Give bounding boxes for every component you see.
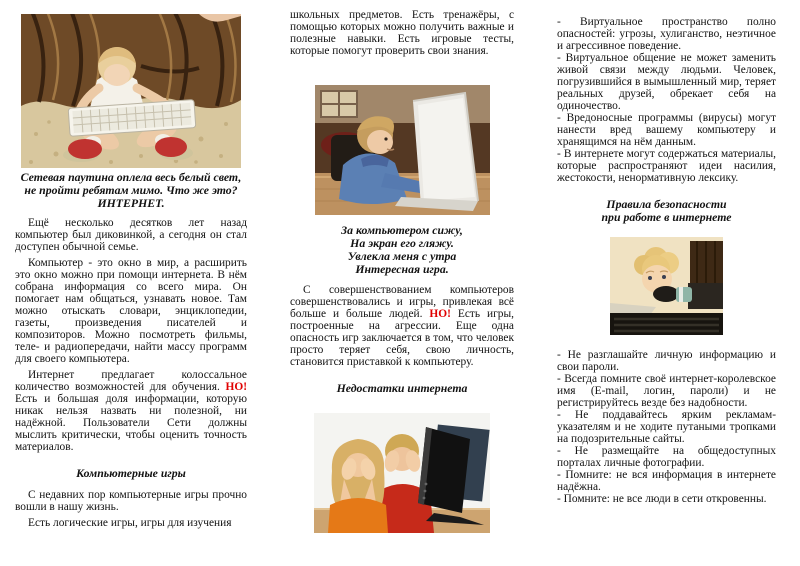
paragraph-school-subjects: школьных предметов. Есть тренажёры, с помощью которых можно получить важные и полезные навыки. Есть игровые тесты, которые помогут проверить свои знания. (290, 9, 514, 57)
photo-baby-with-keyboard (21, 14, 241, 168)
poem-line: Увлекла меня с утра (347, 249, 457, 263)
photo-children-covering-faces-art (314, 413, 490, 533)
photo-boy-at-laptop-art (315, 85, 490, 215)
paragraph-games-danger (290, 284, 514, 368)
heading-safety-rules-line2: при работе в интернете (601, 210, 732, 224)
poem-caption (290, 224, 514, 276)
risk-item: - Виртуальное пространство полно опасностей: угрозы, хулиганство, неэтичное и агрессивное поведение. (557, 16, 776, 52)
internet-risks-list (557, 16, 776, 184)
heading-safety-rules-line1: Правила безопасности (606, 197, 727, 211)
brochure-panel-left (15, 0, 247, 533)
brochure-panel-middle (290, 0, 514, 533)
brochure-title-internet: ИНТЕРНЕТ. (97, 196, 165, 210)
paragraph-games-intro: С недавних пор компьютерные игры прочно вошли в нашу жизнь. (15, 489, 247, 513)
heading-internet-drawbacks: Недостатки интернета (336, 381, 468, 395)
rule-item: - Помните: не вся информация в интернете надёжна. (557, 469, 776, 493)
paragraph-internet-learning (15, 369, 247, 453)
paragraph-computer-window: Компьютер - это окно в мир, а расширить это окно можно при помощи интернета. В нём собрана информация со всего мира. Он помогает нам общаться, узнавать новое. Там можно отыскать словари, энциклопедии, газеты, произведения писателей и композиторов. Можно посмотреть фильмы, теле- и радиопередачи, найти массу программ для своего компьютера. (15, 257, 247, 365)
paragraph-text-before: С совершенствованием компьютеров совершенствовались и игры, привлекая всё больше и больше людей. (290, 284, 514, 320)
safety-rules-list (557, 349, 776, 505)
heading-safety-rules (557, 198, 776, 224)
brochure-panel-right (557, 0, 776, 505)
rule-item: - Не поддавайтесь ярким рекламам-указателям и не ходите путаными тропками на подозрительные сайты. (557, 409, 776, 445)
photo-toddler-at-computer (610, 237, 723, 335)
paragraph-text-after: Есть игры, построенные на агрессии. Еще одна опасность игр заключается в том, что человек просто теряет себя, свою личность, становится приставкой к компьютеру. (290, 308, 514, 368)
paragraph-computer-history: Ещё несколько десятков лет назад компьютер был диковинкой, а сегодня он стал доступен обычной семье. (15, 217, 247, 253)
risk-item: - Виртуальное общение не может заменить живой связи между людьми. Человек, погрузившийся в вымышленный мир, теряет реальных друзей, обрекает себя на одиночество. (557, 52, 776, 112)
rule-item: - Не разглашайте личную информацию и свои пароли. (557, 349, 776, 373)
paragraph-games-types: Есть логические игры, игры для изучения (28, 517, 232, 529)
photo-caption-verse: Сетевая паутина оплела весь белый свет, не пройти ребятам мимо. Что же это? (20, 170, 242, 197)
paragraph-text-after: Есть и большая доля информации, которую никак нельзя назвать ни полезной, ни надёжной. Пользователи Сети должны мыслить критически, чтобы оценить точность материалов. (15, 393, 247, 453)
paragraph-text-before: Интернет предлагает колоссальное количество возможностей для обучения. (15, 369, 247, 393)
poem-line: На экран его гляжу. (350, 236, 454, 250)
heading-computer-games: Компьютерные игры (76, 466, 186, 480)
risk-item: - В интернете могут содержаться материалы, которые распространяют идеи насилия, жестокости, ненормативную лексику. (557, 148, 776, 184)
risk-item: - Вредоносные программы (вирусы) могут нанести вред вашему компьютеру и хранящимся на нём данным. (557, 112, 776, 148)
warning-no-label: НО! (429, 308, 451, 320)
poem-line: За компьютером сижу, (341, 223, 463, 237)
photo-boy-at-laptop (315, 85, 490, 215)
photo-toddler-at-computer-art (610, 237, 723, 335)
photo-children-covering-faces (314, 413, 490, 533)
rule-item: - Не размещайте на общедоступных порталах личные фотографии. (557, 445, 776, 469)
photo-baby-with-keyboard-art (21, 14, 241, 168)
rule-item: - Всегда помните своё интернет-королевское имя (E-mail, логин, пароли) и не регистрируйтесь везде без надобности. (557, 373, 776, 409)
warning-no-label: НО! (225, 381, 247, 393)
poem-line: Интересная игра. (355, 262, 449, 276)
rule-item: - Помните: не все люди в сети откровенны. (557, 493, 767, 505)
